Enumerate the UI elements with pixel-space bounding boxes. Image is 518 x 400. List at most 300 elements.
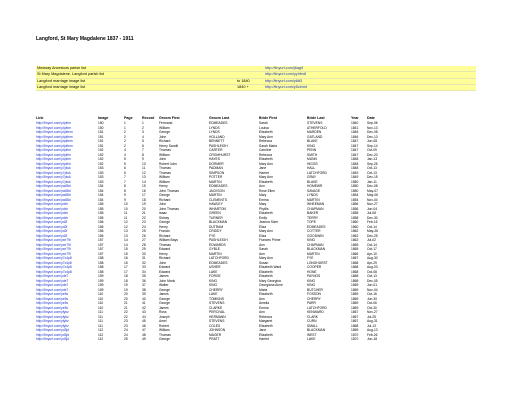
- cell-year: 1856: [351, 206, 359, 211]
- cell-record: 24: [142, 224, 146, 229]
- cell-page: 2: [124, 139, 126, 143]
- cell-record: 2: [142, 125, 144, 130]
- col-bride-first: Bride First: [259, 116, 277, 120]
- cell-record: 45: [142, 319, 146, 323]
- cell-record: 44: [142, 314, 146, 319]
- cell-record: 39: [142, 292, 146, 296]
- cell-groom-last: DORMER: [209, 161, 224, 166]
- cell-record: 28: [142, 242, 146, 247]
- cell-year: 1867: [351, 314, 359, 319]
- cell-link[interactable]: http://tinyurl.com/ye5s: [36, 305, 69, 310]
- reference-link-range: [237, 66, 265, 71]
- cell-groom-last: GREEN: [209, 211, 221, 215]
- cell-groom-first: George: [159, 130, 170, 134]
- cell-bride-last: CHERRY: [307, 296, 321, 301]
- cell-link[interactable]: http://tinyurl.com/y7ptuk: [36, 179, 71, 184]
- cell-date: Jun-04: [367, 206, 378, 211]
- cell-page: 5: [124, 161, 126, 166]
- cell-page: 14: [124, 238, 128, 242]
- cell-link[interactable]: http://tinyurl.com/yde7: [36, 274, 69, 278]
- cell-page: 5: [124, 157, 126, 161]
- cell-date: Aug-30: [367, 256, 378, 260]
- cell-page: 10: [124, 206, 128, 211]
- cell-link[interactable]: http://tinyurl.com/yd2f: [36, 224, 68, 229]
- cell-bride-last: BLAKE: [307, 139, 318, 143]
- cell-record: 40: [142, 296, 146, 301]
- cell-page: 22: [124, 310, 128, 314]
- cell-link[interactable]: http://tinyurl.com/y4ptlem: [36, 139, 73, 143]
- cell-record: 15: [142, 184, 146, 188]
- cell-year: 1840: [351, 121, 359, 125]
- cell-groom-first: Henry Sandit: [159, 143, 179, 148]
- cell-date: Nov-13: [367, 125, 378, 130]
- cell-record: 17: [142, 193, 146, 197]
- cell-bride-last: STEVENS: [307, 121, 323, 125]
- cell-link[interactable]: http://tinyurl.com/yw88d: [36, 188, 71, 193]
- cell-groom-first: George: [159, 296, 170, 301]
- cell-year: 1847: [351, 152, 359, 157]
- cell-bride-last: HALL: [307, 166, 316, 170]
- cell-bride-last: CURN: [307, 319, 317, 323]
- cell-groom-last: CROMHURST: [209, 152, 231, 157]
- cell-record: 4: [142, 134, 144, 139]
- cell-groom-last: CHERRY: [209, 287, 223, 292]
- cell-year: 1867: [351, 256, 359, 260]
- cell-bride-last: GRAY: [307, 175, 317, 179]
- cell-groom-last: PASHLEIGH: [209, 238, 228, 242]
- cell-groom-first: Amel: [159, 319, 167, 323]
- cell-link[interactable]: http://tinyurl.com/yfybz: [36, 310, 69, 314]
- cell-year: 1869: [351, 328, 359, 332]
- cell-groom-first: Richard: [159, 256, 171, 260]
- cell-page: 11: [124, 215, 128, 220]
- cell-groom-first: Henry: [159, 224, 168, 229]
- cell-link[interactable]: http://tinyurl.com/yd3jd: [36, 328, 69, 332]
- cell-year: 1849: [351, 175, 359, 179]
- cell-date: Dec-20: [367, 152, 378, 157]
- cell-link[interactable]: http://tinyurl.com/y4ptlm: [36, 148, 71, 152]
- cell-groom-first: Thomas: [159, 332, 171, 337]
- cell-image: 151: [98, 130, 104, 134]
- cell-groom-first: John: [159, 157, 167, 161]
- cell-groom-last: CRIDDY: [209, 229, 222, 233]
- cell-date: Oct-09: [367, 148, 377, 152]
- cell-bride-first: Ann: [259, 251, 265, 256]
- cell-year: 1865: [351, 242, 359, 247]
- cell-link[interactable]: http://tinyurl.com/y7c4p8: [36, 260, 72, 265]
- cell-bride-first: Emma: [259, 197, 269, 202]
- cell-link[interactable]: http://tinyurl.com/y7c4p8: [36, 269, 72, 274]
- cell-date: Feb-26: [367, 332, 378, 337]
- cell-year: 1847: [351, 139, 359, 143]
- cell-link[interactable]: http://tinyurl.com/y7ptuk: [36, 175, 71, 179]
- cell-bride-first: Elizabeth: [259, 323, 273, 328]
- cell-link[interactable]: http://tinyurl.com/y4ptlm: [36, 121, 71, 125]
- table-body: [36, 121, 486, 342]
- cell-groom-first: Walter: [159, 283, 169, 287]
- cell-link[interactable]: http://tinyurl.com/yxe79l: [36, 238, 71, 242]
- cell-groom-last: HAYES: [209, 157, 220, 161]
- col-year: Year: [351, 116, 359, 120]
- cell-bride-first: Louisa: [259, 125, 269, 130]
- cell-image: 150: [98, 125, 104, 130]
- cell-image: 157: [98, 247, 104, 251]
- cell-bride-first: Harriet: [259, 337, 269, 341]
- cell-groom-last: HAWLEY: [209, 202, 223, 206]
- cell-groom-last: TURNER: [209, 215, 223, 220]
- cell-groom-last: JACKSON: [209, 188, 225, 193]
- cell-link[interactable]: http://tinyurl.com/y7c4p8: [36, 265, 72, 269]
- reference-link-label: St Mary Magdalene, Langford parish list: [37, 72, 105, 77]
- cell-date: Apr-10: [367, 251, 377, 256]
- cell-year: 1865: [351, 247, 359, 251]
- cell-date: Dec-08: [367, 184, 378, 188]
- cell-link[interactable]: http://tinyurl.com/y4ptlm: [36, 161, 71, 166]
- reference-link-url[interactable]: http://tinyurl.com/j6ag9: [265, 66, 304, 70]
- cell-groom-last: MAGER: [209, 332, 222, 337]
- cell-bride-last: WHEEMAN: [307, 202, 325, 206]
- cell-bride-first: Mary Ann: [259, 161, 273, 166]
- cell-image: 155: [98, 211, 104, 215]
- cell-record: 37: [142, 283, 146, 287]
- cell-bride-first: Jane: [259, 328, 267, 332]
- cell-groom-last: SIMPSON: [209, 170, 225, 175]
- cell-year: 1860: [351, 224, 359, 229]
- cell-bride-last: PARR: [307, 301, 316, 305]
- cell-link[interactable]: http://tinyurl.com/yxe79l: [36, 247, 71, 251]
- cell-year: 1846: [351, 130, 359, 134]
- cell-link[interactable]: http://tinyurl.com/yde7: [36, 287, 69, 292]
- reference-link-url[interactable]: http://tinyurl.com/y6tt3: [265, 78, 303, 83]
- cell-bride-first: Eliza: [259, 233, 267, 238]
- cell-bride-last: CLARK: [307, 314, 318, 319]
- reference-link-url[interactable]: http://tinyurl.com/yyhfrx8: [265, 72, 307, 77]
- reference-links: [36, 66, 476, 91]
- cell-date: Jun-08: [367, 139, 378, 143]
- cell-groom-first: William Bays: [159, 238, 178, 242]
- cell-record: 6: [142, 143, 144, 148]
- cell-groom-last: EDMEADES: [209, 184, 228, 188]
- cell-groom-last: MARTIN: [209, 179, 222, 184]
- cell-image: 110: [98, 301, 104, 305]
- cell-link[interactable]: http://tinyurl.com/y4ptlm: [36, 152, 71, 157]
- cell-groom-first: James: [159, 274, 169, 278]
- cell-bride-first: Ann: [259, 242, 265, 247]
- cell-link[interactable]: http://tinyurl.com/ydxh: [36, 206, 69, 211]
- cell-page: 11: [124, 211, 128, 215]
- cell-record: 29: [142, 247, 146, 251]
- cell-page: 17: [124, 269, 128, 274]
- cell-link[interactable]: http://tinyurl.com/yde7: [36, 278, 69, 283]
- cell-year: 1869: [351, 283, 359, 287]
- cell-link[interactable]: http://tinyurl.com/ye5s: [36, 296, 69, 301]
- reference-link-url[interactable]: http://tinyurl.com/y5clnmt: [265, 84, 307, 89]
- cell-record: 13: [142, 175, 146, 179]
- cell-record: 32: [142, 260, 146, 265]
- cell-date: Sep-06: [367, 121, 378, 125]
- cell-record: 33: [142, 265, 146, 269]
- cell-link[interactable]: http://tinyurl.com/y7ptuk: [36, 170, 71, 175]
- cell-year: 1848: [351, 161, 359, 166]
- cell-bride-first: Ann: [259, 296, 265, 301]
- cell-year: 1870: [351, 337, 359, 341]
- cell-bride-last: FYE: [307, 256, 314, 260]
- cell-image: 156: [98, 229, 104, 233]
- cell-groom-last: PADMAN: [209, 166, 223, 170]
- cell-page: 14: [124, 242, 128, 247]
- cell-bride-last: LYNDS: [307, 193, 318, 197]
- cell-groom-first: John Monk: [159, 278, 176, 283]
- cell-groom-first: John Thomas: [159, 188, 179, 193]
- cell-page: 20: [124, 292, 128, 296]
- cell-image: 151: [98, 134, 104, 139]
- cell-page: 2: [124, 134, 126, 139]
- cell-groom-last: POTTER: [209, 175, 223, 179]
- cell-groom-last: JOHNSON: [209, 328, 226, 332]
- cell-groom-last: KING: [209, 283, 218, 287]
- cell-page: 7: [124, 175, 126, 179]
- cell-image: 154: [98, 188, 104, 193]
- cell-date: Nov-04: [367, 197, 378, 202]
- cell-bride-last: KENWARD: [307, 310, 324, 314]
- cell-date: Jun-30: [367, 296, 378, 301]
- cell-bride-last: LATCHFORD: [307, 170, 327, 175]
- cell-link[interactable]: http://tinyurl.com/yfybz: [36, 323, 69, 328]
- cell-link[interactable]: http://tinyurl.com/ydxh: [36, 211, 69, 215]
- cell-image: 111: [98, 314, 104, 319]
- cell-bride-first: Mary Ann: [259, 175, 273, 179]
- cell-image: 152: [98, 161, 104, 166]
- cell-link[interactable]: http://tinyurl.com/yd2f: [36, 220, 68, 224]
- cell-bride-last: EDMEADES: [307, 224, 326, 229]
- cell-image: 110: [98, 292, 104, 296]
- cell-year: 1854: [351, 193, 359, 197]
- cell-year: 1869: [351, 296, 359, 301]
- cell-page: 13: [124, 233, 128, 238]
- cell-page: 17: [124, 265, 128, 269]
- cell-groom-first: Edward: [159, 269, 171, 274]
- cell-image: 111: [98, 310, 104, 314]
- cell-link[interactable]: http://tinyurl.com/ye5s: [36, 301, 69, 305]
- cell-year: 1847: [351, 148, 359, 152]
- cell-link[interactable]: http://tinyurl.com/yw88d: [36, 184, 71, 188]
- cell-link[interactable]: http://tinyurl.com/yfybz: [36, 314, 69, 319]
- cell-groom-last: CLARKE: [209, 305, 223, 310]
- cell-bride-first: Maria: [259, 287, 268, 292]
- cell-groom-first: William: [159, 175, 170, 179]
- cell-record: 38: [142, 287, 146, 292]
- cell-link[interactable]: http://tinyurl.com/y7c4p8: [36, 256, 72, 260]
- cell-page: 16: [124, 256, 128, 260]
- cell-link[interactable]: http://tinyurl.com/y4ptlem: [36, 134, 73, 139]
- cell-bride-last: GATLAND: [307, 134, 323, 139]
- cell-groom-first: Richard: [159, 233, 171, 238]
- cell-year: 1868: [351, 323, 359, 328]
- cell-groom-last: DUTRAM: [209, 224, 224, 229]
- cell-date: May-07: [367, 188, 378, 193]
- cell-record: 20: [142, 206, 146, 211]
- cell-link[interactable]: http://tinyurl.com/y7ptuk: [36, 166, 71, 170]
- cell-page: 24: [124, 332, 128, 337]
- cell-groom-first: Henry: [159, 251, 168, 256]
- cell-bride-last: COTTER: [307, 229, 321, 233]
- cell-bride-last: TOPE: [307, 220, 316, 224]
- cell-date: Dec-13: [367, 134, 378, 139]
- cell-bride-last: BUTCHER: [307, 287, 323, 292]
- cell-groom-last: MARTIN: [209, 193, 222, 197]
- cell-year: 1860: [351, 220, 359, 224]
- cell-year: 1869: [351, 292, 359, 296]
- cell-bride-first: Frances Prime: [259, 238, 281, 242]
- cell-groom-last: FORGE: [209, 274, 221, 278]
- cell-link[interactable]: http://tinyurl.com/yd2f: [36, 233, 68, 238]
- cell-year: 1868: [351, 265, 359, 269]
- cell-record: 14: [142, 179, 146, 184]
- cell-record: 35: [142, 274, 146, 278]
- cell-link[interactable]: http://tinyurl.com/yw88d: [36, 193, 71, 197]
- cell-groom-last: EDMEADES: [209, 121, 228, 125]
- reference-link-range: [237, 72, 265, 77]
- cell-link[interactable]: http://tinyurl.com/yxe79l: [36, 251, 71, 256]
- cell-bride-first: Sarah Maria: [259, 143, 277, 148]
- cell-record: 26: [142, 233, 146, 238]
- cell-page: 4: [124, 152, 126, 157]
- cell-link[interactable]: http://tinyurl.com/yd3jd: [36, 332, 69, 337]
- cell-page: 19: [124, 283, 128, 287]
- cell-bride-last: PAYNOS: [307, 274, 321, 278]
- cell-date: Oct-14: [367, 242, 377, 247]
- cell-link[interactable]: http://tinyurl.com/ydxh: [36, 202, 69, 206]
- cell-bride-first: Harriet: [259, 170, 269, 175]
- cell-image: 153: [98, 166, 104, 170]
- reference-link-row: [36, 85, 476, 91]
- cell-date: Oct-30: [367, 305, 377, 310]
- cell-image: 152: [98, 157, 104, 161]
- cell-bride-first: Rebecca: [259, 314, 273, 319]
- cell-groom-first: Edward: [159, 265, 171, 269]
- cell-date: Nov-27: [367, 310, 378, 314]
- cell-groom-first: George: [159, 301, 170, 305]
- cell-link[interactable]: http://tinyurl.com/y4ptlm: [36, 157, 71, 161]
- cell-bride-first: Mary Georgina: [259, 278, 281, 283]
- cell-record: 31: [142, 256, 146, 260]
- cell-groom-first: William: [159, 125, 170, 130]
- cell-link[interactable]: http://tinyurl.com/ye5s: [36, 292, 69, 296]
- cell-groom-last: EDWARDS: [209, 242, 226, 247]
- cell-groom-first: Francis: [159, 229, 170, 233]
- cell-date: Dec-15: [367, 175, 378, 179]
- cell-bride-first: Elizabeth Ward: [259, 265, 282, 269]
- col-bride-last: Bride Last: [307, 116, 325, 120]
- cell-bride-first: Mary Ann: [259, 134, 273, 139]
- cell-groom-first: George: [159, 337, 170, 341]
- cell-date: Oct-16: [367, 292, 377, 296]
- cell-groom-first: Edward: [159, 247, 171, 251]
- cell-year: 1862: [351, 238, 359, 242]
- cell-bride-last: SMALL: [307, 323, 318, 328]
- cell-groom-last: USHER: [209, 265, 221, 269]
- cell-image: 158: [98, 256, 104, 260]
- cell-bride-last: ATHERFOLD: [307, 125, 327, 130]
- cell-year: 1868: [351, 278, 359, 283]
- table-row: [36, 337, 486, 342]
- cell-link[interactable]: http://tinyurl.com/yfybz: [36, 319, 69, 323]
- cell-link[interactable]: http://tinyurl.com/y4ptlem: [36, 143, 73, 148]
- cell-bride-last: SMITH: [307, 152, 318, 157]
- cell-image: 151: [98, 143, 104, 148]
- cell-year: 1847: [351, 143, 359, 148]
- col-date: Date: [367, 116, 375, 120]
- cell-groom-first: Henry: [159, 184, 168, 188]
- cell-bride-last: KING: [307, 278, 316, 283]
- cell-image: 110: [98, 305, 104, 310]
- cell-groom-last: GYBLE: [209, 247, 220, 251]
- cell-bride-last: LONGHURST: [307, 260, 328, 265]
- cell-groom-last: STEVENS: [209, 319, 225, 323]
- cell-bride-first: Margaret: [259, 319, 273, 323]
- cell-image: 112: [98, 332, 104, 337]
- cell-record: 5: [142, 139, 144, 143]
- cell-groom-last: TOMKINS: [209, 296, 224, 301]
- cell-link[interactable]: http://tinyurl.com/yxe79l: [36, 242, 71, 247]
- cell-record: 49: [142, 337, 146, 341]
- cell-groom-last: HERMANN: [209, 314, 226, 319]
- cell-bride-first: Elizabeth: [259, 157, 273, 161]
- cell-image: 155: [98, 206, 104, 211]
- cell-link[interactable]: http://tinyurl.com/yd2f: [36, 229, 68, 233]
- cell-year: 1869: [351, 287, 359, 292]
- cell-page: 12: [124, 224, 128, 229]
- cell-bride-first: Rebecca: [259, 139, 273, 143]
- cell-year: 1862: [351, 229, 359, 233]
- cell-groom-first: Thomas: [159, 166, 171, 170]
- cell-link[interactable]: http://tinyurl.com/ydxh: [36, 215, 69, 220]
- cell-date: Oct-13: [367, 274, 377, 278]
- cell-date: Oct-13: [367, 166, 377, 170]
- cell-record: 41: [142, 301, 146, 305]
- cell-page: 20: [124, 296, 128, 301]
- cell-bride-last: BLACKMAN: [307, 247, 326, 251]
- cell-bride-first: Mary: [259, 193, 267, 197]
- cell-image: 151: [98, 139, 104, 143]
- cell-groom-last: LYNDS: [209, 125, 220, 130]
- cell-link[interactable]: http://tinyurl.com/yd3jd: [36, 337, 69, 341]
- cell-link[interactable]: http://tinyurl.com/y4ptlem: [36, 130, 73, 134]
- cell-groom-first: John Thomas: [159, 206, 179, 211]
- cell-bride-first: Eliza: [259, 224, 267, 229]
- cell-image: 158: [98, 269, 104, 274]
- cell-image: 158: [98, 260, 104, 265]
- cell-link[interactable]: http://tinyurl.com/y4ptlm: [36, 125, 71, 130]
- cell-page: 1: [124, 125, 126, 130]
- cell-bride-last: FOSSON: [307, 292, 321, 296]
- cell-page: 13: [124, 229, 128, 233]
- cell-page: 18: [124, 274, 128, 278]
- cell-page: 9: [124, 193, 126, 197]
- cell-groom-last: MARTIN: [209, 251, 222, 256]
- cell-link[interactable]: http://tinyurl.com/yw88d: [36, 197, 71, 202]
- cell-date: Oct-06: [367, 301, 377, 305]
- cell-date: Aug-13: [367, 328, 378, 332]
- cell-image: 153: [98, 179, 104, 184]
- cell-link[interactable]: http://tinyurl.com/yde7: [36, 283, 69, 287]
- cell-year: 1866: [351, 251, 359, 256]
- cell-page: 7: [124, 179, 126, 184]
- cell-date: Oct-17: [367, 247, 377, 251]
- cell-image: 155: [98, 202, 104, 206]
- col-image: Image: [98, 116, 109, 120]
- cell-date: Sep-14: [367, 143, 378, 148]
